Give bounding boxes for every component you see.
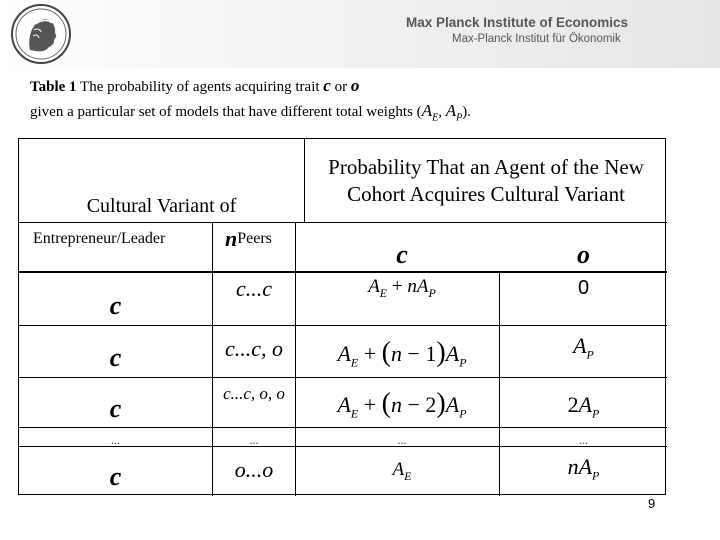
row4-peers: ... [249, 432, 259, 447]
row4-leader: ... [111, 432, 120, 447]
caption-text-1: The probability of agents acquiring trait [76, 79, 324, 95]
col-n-peers [213, 223, 295, 255]
institute-subtitle: Max-Planck Institut für Ökonomik [452, 33, 621, 45]
minerva-head-logo-icon [10, 2, 72, 66]
weight-ae: A [421, 101, 433, 120]
table-caption-line1 [30, 76, 359, 96]
trait-o: o [350, 76, 360, 95]
caption-text-2: given a particular set of models that have different total weights ( [30, 104, 422, 120]
col-n-symbol: n [225, 226, 238, 251]
table-caption-line2 [30, 101, 471, 123]
probability-table [18, 138, 666, 495]
weight-ae-sub: E [432, 112, 439, 124]
row2-leader: c [109, 342, 122, 372]
row4-prob-o: ... [579, 432, 588, 447]
row2-prob-c: $A_E + (n - 1)A_P$ [337, 336, 467, 370]
table-label: Table 1 [30, 79, 77, 95]
caption-comma: , [438, 104, 446, 120]
weight-ap-sub: P [456, 112, 463, 124]
col-peers-label: Peers [237, 230, 272, 247]
caption-or: or [330, 79, 351, 95]
col-c: c [396, 240, 408, 269]
row1-prob-o: 0 [577, 276, 590, 299]
row1-prob-c: $A_E + nA_P$ [368, 275, 436, 300]
row2-prob-o: $A_P$ [573, 332, 594, 362]
row3-prob-o: $2A_P$ [567, 391, 600, 421]
institute-title: Max Planck Institute of Economics [406, 15, 629, 30]
row1-peers: c...c [235, 276, 273, 301]
row2-peers: c...c, o [224, 335, 284, 361]
row5-leader: c [109, 462, 122, 491]
header-cultural-variant: Cultural Variant of [86, 194, 237, 217]
col-entrepreneur-leader: Entrepreneur/Leader [33, 230, 166, 247]
row5-prob-c: $A_E$ [392, 458, 412, 483]
row3-prob-c: $A_E + (n - 2)A_P$ [337, 387, 467, 421]
caption-close: ). [462, 104, 471, 120]
trait-c: c [323, 76, 331, 95]
row4-prob-c: ... [397, 432, 407, 447]
row3-peers: c...c, o, o [223, 383, 285, 403]
header-probability [305, 153, 667, 209]
row1-leader: c [109, 291, 122, 320]
header-probability-line1: Probability That an Agent of the New [328, 155, 644, 179]
page-number: 9 [648, 496, 656, 511]
col-o: o [577, 240, 590, 269]
weight-ap: A [445, 101, 457, 120]
row5-peers: o...o [234, 457, 274, 482]
header-probability-line2: Cohort Acquires Cultural Variant [347, 182, 625, 206]
row3-leader: c [109, 393, 122, 423]
row5-prob-o: $nA_P$ [567, 454, 600, 483]
